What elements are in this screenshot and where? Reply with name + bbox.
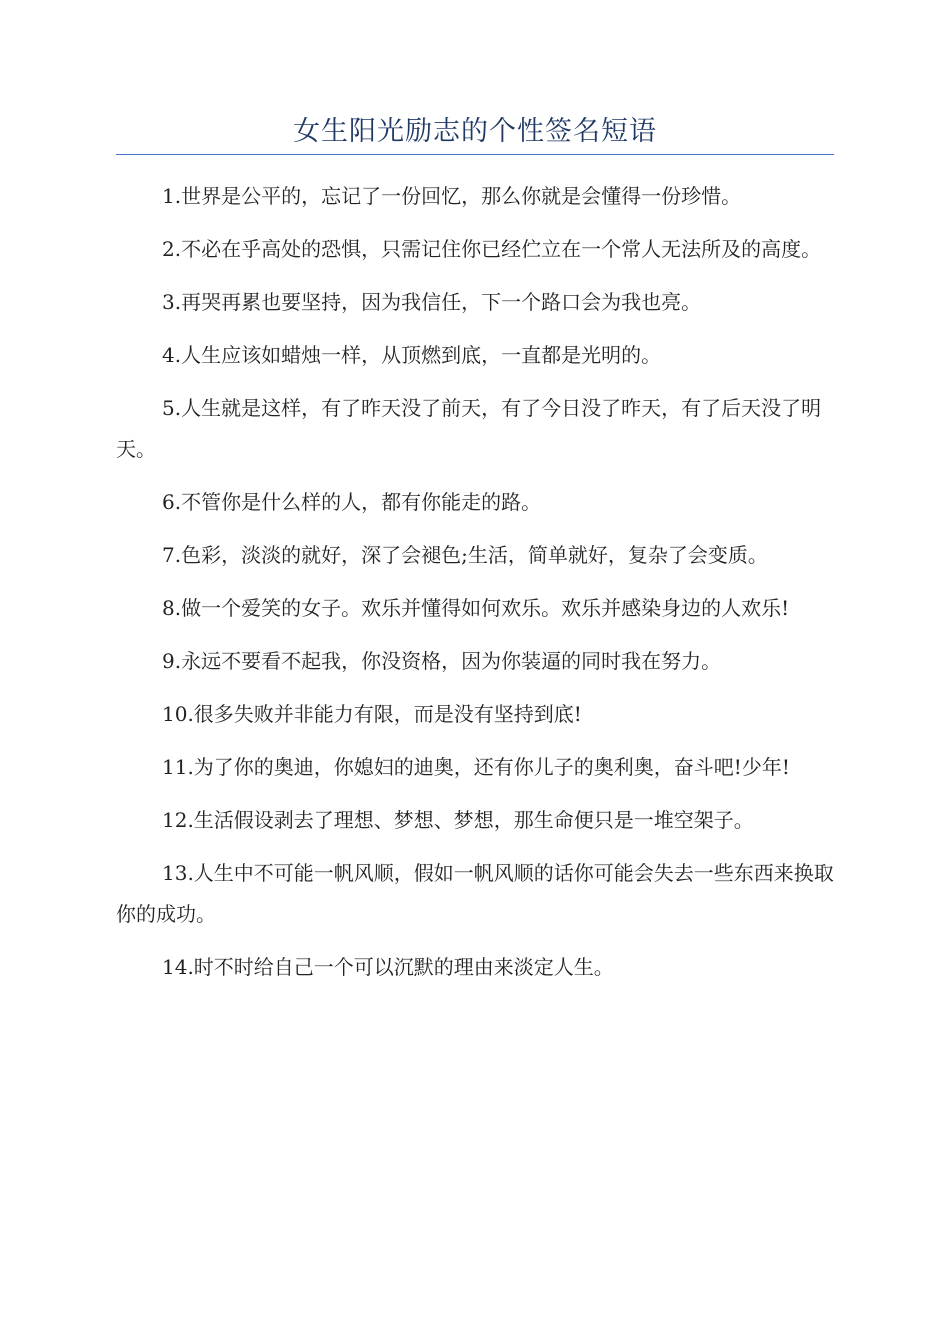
paragraph-3: 3.再哭再累也要坚持，因为我信任，下一个路口会为我也亮。	[162, 290, 702, 314]
paragraph-12: 12.生活假设剥去了理想、梦想、梦想，那生命便只是一堆空架子。	[162, 808, 754, 832]
paragraph-2: 2.不必在乎高处的恐惧，只需记住你已经伫立在一个常人无法所及的高度。	[162, 237, 822, 261]
paragraph-5: 5.人生就是这样，有了昨天没了前天，有了今日没了昨天，有了后天没了明天。	[116, 396, 822, 461]
paragraph-8: 8.做一个爱笑的女子。欢乐并懂得如何欢乐。欢乐并感染身边的人欢乐!	[162, 596, 790, 620]
paragraph-14: 14.时不时给自己一个可以沉默的理由来淡定人生。	[162, 955, 614, 979]
paragraph-1: 1.世界是公平的，忘记了一份回忆，那么你就是会懂得一份珍惜。	[162, 184, 742, 208]
document-title: 女生阳光励志的个性签名短语	[293, 116, 657, 147]
paragraph-4: 4.人生应该如蜡烛一样，从顶燃到底，一直都是光明的。	[162, 343, 662, 367]
paragraph-10: 10.很多失败并非能力有限，而是没有坚持到底!	[162, 702, 582, 726]
paragraph-7: 7.色彩，淡淡的就好，深了会褪色;生活，简单就好，复杂了会变质。	[162, 543, 768, 567]
paragraph-13: 13.人生中不可能一帆风顺，假如一帆风顺的话你可能会失去一些东西来换取你的成功。	[116, 861, 834, 926]
paragraph-9: 9.永远不要看不起我，你没资格，因为你装逼的同时我在努力。	[162, 649, 722, 673]
paragraph-11: 11.为了你的奥迪，你媳妇的迪奥，还有你儿子的奥利奥，奋斗吧!少年!	[162, 755, 790, 779]
paragraph-6: 6.不管你是什么样的人，都有你能走的路。	[162, 490, 542, 514]
document-body	[116, 176, 834, 1000]
title-underline	[116, 154, 834, 155]
